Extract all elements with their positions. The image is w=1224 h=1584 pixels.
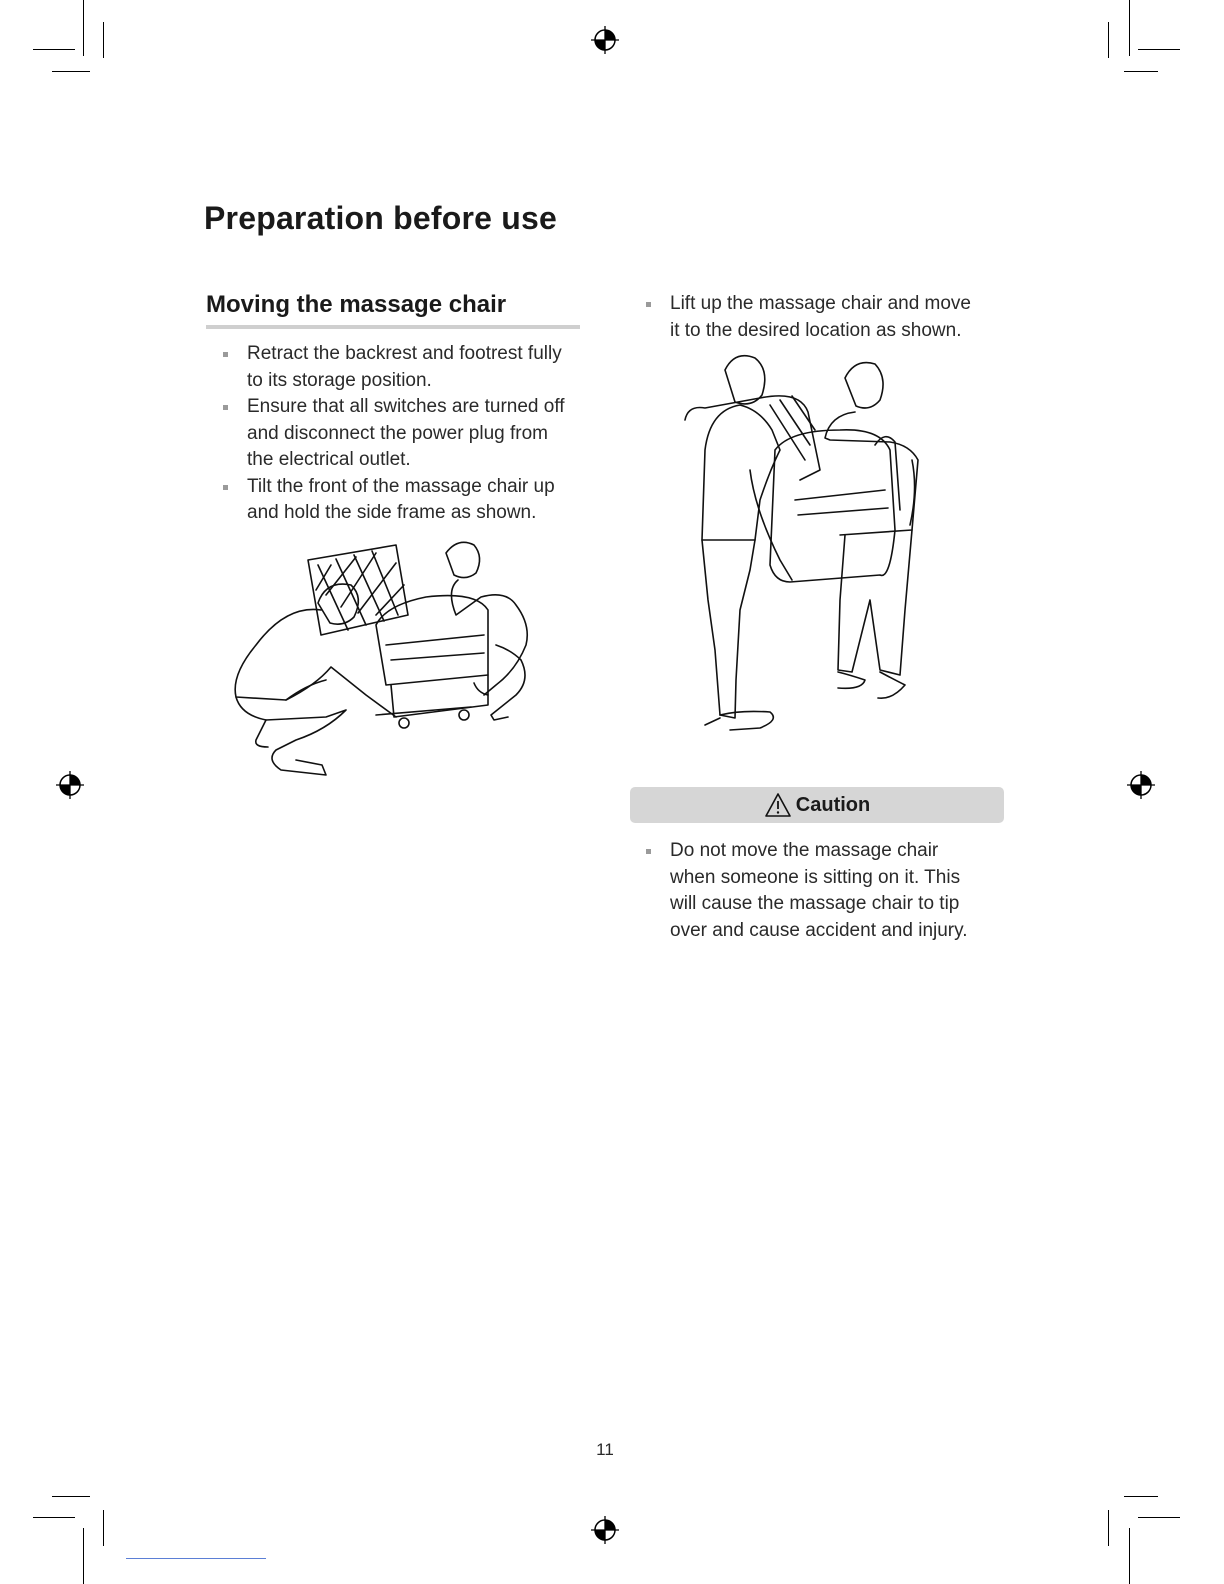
list-item: Ensure that all switches are turned off and disconnect the power plug from the electrical outlet. xyxy=(223,394,603,474)
list-item: Do not move the massage chair when someone is sitting on it. This will cause the massage chair to tip over and cause accident and injury. xyxy=(646,838,1026,944)
right-bullet-list xyxy=(646,291,1026,344)
square-bullet-icon xyxy=(223,352,228,357)
caution-header xyxy=(630,787,1004,823)
registration-mark-icon xyxy=(1127,771,1155,799)
page-number: 11 xyxy=(596,1440,614,1459)
warning-triangle-icon xyxy=(764,792,792,818)
caution-bullet-list xyxy=(646,838,1026,944)
square-bullet-icon xyxy=(646,849,651,854)
carrying-chair-illustration xyxy=(680,350,950,740)
left-bullet-list xyxy=(223,341,603,527)
caution-label: Caution xyxy=(795,793,871,816)
page-title: Preparation before use xyxy=(204,200,557,236)
square-bullet-icon xyxy=(646,302,651,307)
footer-link-underline xyxy=(126,1558,266,1559)
list-item: Retract the backrest and footrest fully to its storage position. xyxy=(223,341,603,394)
square-bullet-icon xyxy=(223,405,228,410)
square-bullet-icon xyxy=(223,485,228,490)
list-item: Tilt the front of the massage chair up and hold the side frame as shown. xyxy=(223,474,603,527)
list-item: Lift up the massage chair and move it to the desired location as shown. xyxy=(646,291,1026,344)
registration-mark-icon xyxy=(591,26,619,54)
section-title: Moving the massage chair xyxy=(206,291,507,318)
section-divider xyxy=(206,325,580,329)
tilting-chair-illustration xyxy=(226,535,546,785)
registration-mark-icon xyxy=(591,1516,619,1544)
registration-mark-icon xyxy=(56,771,84,799)
